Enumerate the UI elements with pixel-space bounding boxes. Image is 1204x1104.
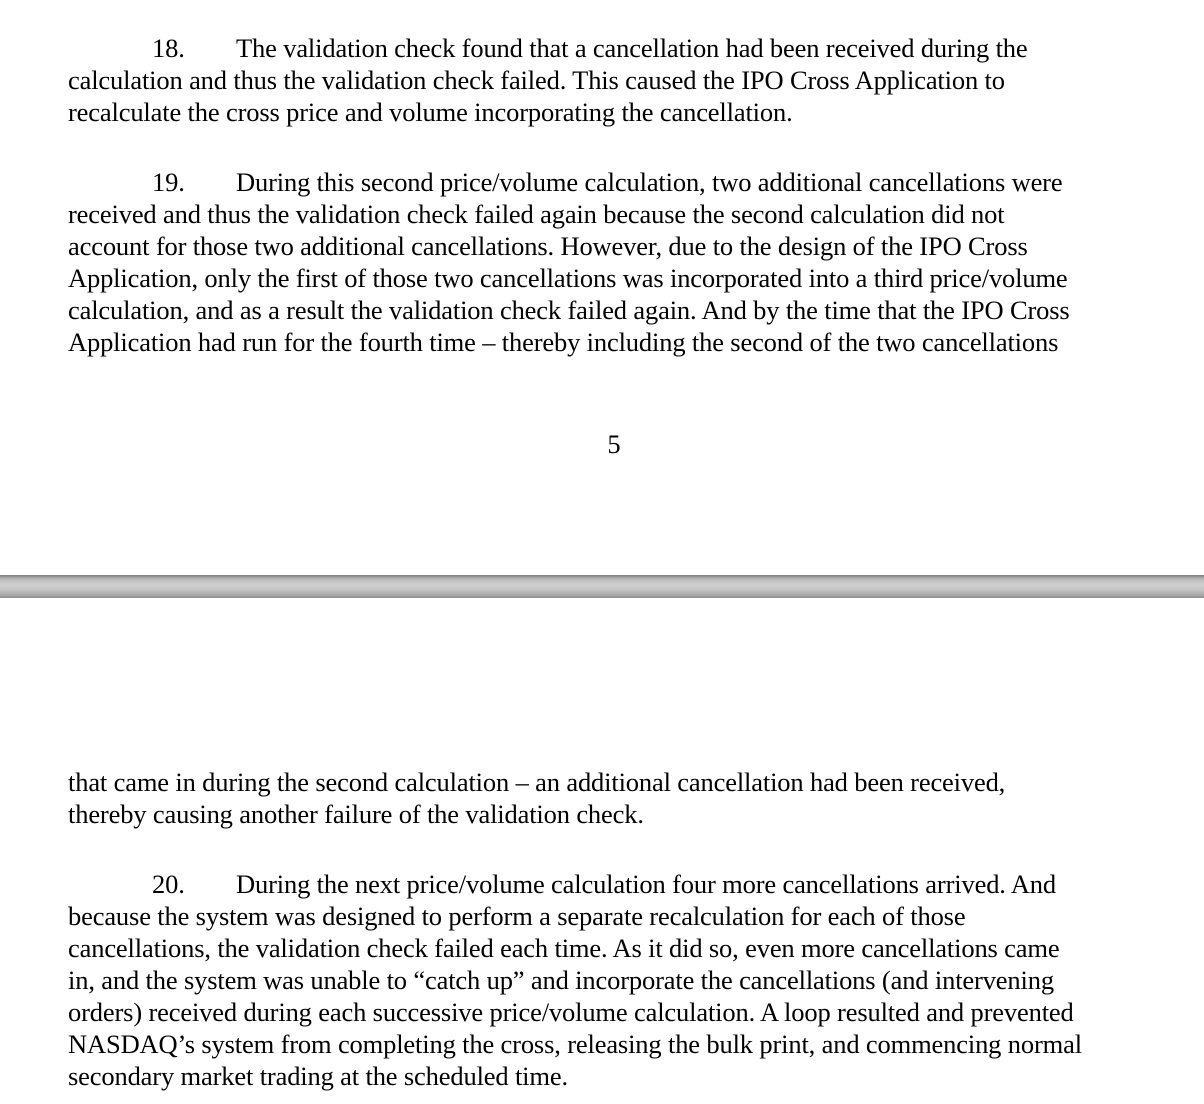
paragraph-19-continuation-line-2: thereby causing another failure of the validation check. — [68, 799, 644, 829]
paragraph-number-20: 20. — [152, 869, 185, 899]
paragraph-19-line-1: 19. During this second price/volume calculation, two additional cancellations were — [152, 167, 1063, 197]
paragraph-20-line-4: in, and the system was unable to “catch up” and incorporate the cancellations (and intervening — [68, 965, 1054, 995]
paragraph-20-line-2: because the system was designed to perform a separate recalculation for each of those — [68, 901, 966, 931]
paragraph-number-19: 19. — [152, 167, 185, 197]
paragraph-19-line-4: Application, only the first of those two cancellations was incorporated into a third price/volume — [68, 263, 1068, 293]
paragraph-19-line-3: account for those two additional cancellations. However, due to the design of the IPO Cross — [68, 231, 1028, 261]
page-divider — [0, 575, 1204, 598]
paragraph-19-line-6: Application had run for the fourth time – thereby including the second of the two cancellations — [68, 327, 1059, 357]
document-page-6 — [0, 598, 1204, 1104]
paragraph-20-line-3: cancellations, the validation check failed each time. As it did so, even more cancellations came — [68, 933, 1060, 963]
paragraph-20-line-7: secondary market trading at the scheduled time. — [68, 1061, 568, 1091]
paragraph-18-line-1: 18. The validation check found that a cancellation had been received during the — [152, 33, 1028, 63]
page-number: 5 — [607, 429, 621, 459]
paragraph-18-line-2: calculation and thus the validation check failed. This caused the IPO Cross Application to — [68, 65, 1005, 95]
paragraph-20-line-6: NASDAQ’s system from completing the cross, releasing the bulk print, and commencing normal — [68, 1029, 1082, 1059]
paragraph-19-line-2: received and thus the validation check failed again because the second calculation did not — [68, 199, 1005, 229]
paragraph-20-line-1: 20. During the next price/volume calculation four more cancellations arrived. And — [152, 869, 1056, 899]
paragraph-20-line-5: orders) received during each successive price/volume calculation. A loop resulted and prevented — [68, 997, 1074, 1027]
paragraph-19-line-5: calculation, and as a result the validation check failed again. And by the time that the IPO Cross — [68, 295, 1070, 325]
paragraph-19-continuation-line-1: that came in during the second calculation – an additional cancellation had been received, — [68, 767, 1006, 797]
paragraph-number-18: 18. — [152, 33, 185, 63]
paragraph-18-line-3: recalculate the cross price and volume incorporating the cancellation. — [68, 97, 793, 127]
